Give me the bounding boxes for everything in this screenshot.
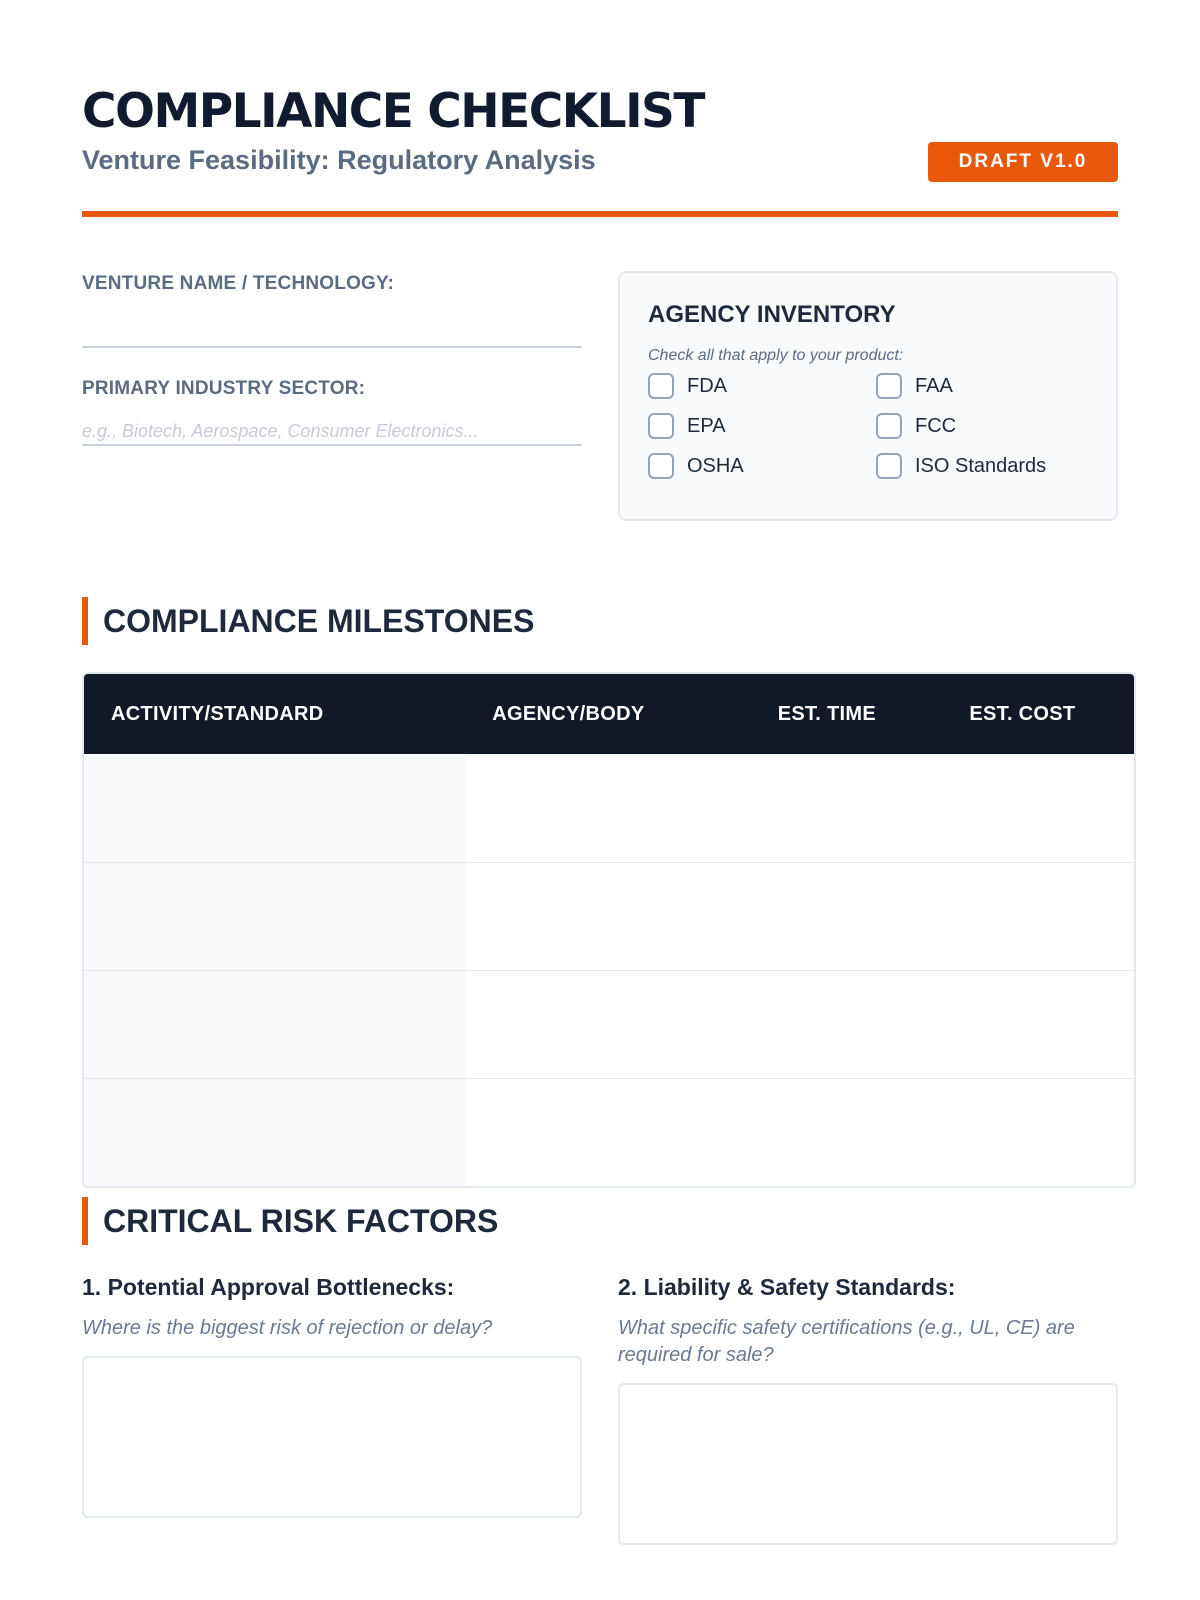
agency-inventory-panel xyxy=(618,271,1118,521)
agency-option-label: FCC xyxy=(915,414,957,437)
column-header-cost: EST. COST xyxy=(969,702,1076,725)
checkbox[interactable] xyxy=(648,373,674,399)
table-row xyxy=(84,862,1134,970)
agency-option-fcc[interactable] xyxy=(876,413,1104,439)
document-subtitle: Venture Feasibility: Regulatory Analysis xyxy=(82,145,596,175)
agency-checkbox-grid xyxy=(648,373,1088,479)
venture-name-label: VENTURE NAME / TECHNOLOGY: xyxy=(82,273,395,294)
critical-risk-section xyxy=(82,1197,1118,1545)
table-header xyxy=(84,674,1134,754)
risk-question-label: 1. Potential Approval Bottlenecks: xyxy=(82,1274,455,1300)
checkbox[interactable] xyxy=(876,413,902,439)
agency-option-label: FAA xyxy=(915,374,953,397)
agency-option-fda[interactable] xyxy=(648,373,876,399)
section-heading xyxy=(82,597,1118,645)
industry-sector-label: PRIMARY INDUSTRY SECTOR: xyxy=(82,378,366,399)
venture-fields xyxy=(82,273,582,476)
section-accent-bar xyxy=(82,1197,88,1245)
risk-question-hint: Where is the biggest risk of rejection or delay? xyxy=(82,1317,493,1339)
agency-option-label: OSHA xyxy=(687,454,744,477)
agency-option-faa[interactable] xyxy=(876,373,1104,399)
risk-question-label: 2. Liability & Safety Standards: xyxy=(618,1274,956,1300)
table-row xyxy=(84,1078,1134,1186)
table-row xyxy=(84,970,1134,1078)
milestones-title: COMPLIANCE MILESTONES xyxy=(103,603,535,639)
agency-option-epa[interactable] xyxy=(648,413,876,439)
activity-cell[interactable] xyxy=(84,971,466,1078)
checkbox[interactable] xyxy=(876,453,902,479)
table-body xyxy=(84,754,1134,1186)
risk-question-1 xyxy=(82,1273,582,1545)
section-heading xyxy=(82,1197,1118,1245)
column-header-time: EST. TIME xyxy=(777,702,876,725)
checkbox[interactable] xyxy=(648,413,674,439)
draft-badge: DRAFT V1.0 xyxy=(928,142,1118,182)
risk-questions xyxy=(82,1273,1118,1545)
agency-option-label: FDA xyxy=(687,374,727,397)
risk-question-2 xyxy=(618,1273,1118,1545)
bottlenecks-answer-box[interactable] xyxy=(82,1356,582,1518)
agency-option-iso[interactable] xyxy=(876,453,1104,479)
agency-option-label: ISO Standards xyxy=(915,454,1047,477)
venture-name-field[interactable] xyxy=(82,295,582,348)
activity-cell[interactable] xyxy=(84,863,466,970)
table-row xyxy=(84,754,1134,862)
risk-title: CRITICAL RISK FACTORS xyxy=(103,1203,499,1239)
compliance-milestones-section xyxy=(82,557,1118,1197)
details-cell[interactable] xyxy=(466,971,1134,1078)
document-header xyxy=(82,0,1118,217)
info-section xyxy=(82,217,1118,557)
section-accent-bar xyxy=(82,597,88,645)
industry-sector-field[interactable] xyxy=(82,400,582,446)
agency-inventory-hint: Check all that apply to your product: xyxy=(648,347,904,364)
milestones-table xyxy=(82,672,1136,1188)
risk-question-hint: What specific safety certifications (e.g., UL, CE) are required for sale? xyxy=(618,1317,1075,1366)
column-header-agency: AGENCY/BODY xyxy=(492,702,645,725)
details-cell[interactable] xyxy=(466,863,1134,970)
activity-cell[interactable] xyxy=(84,1079,466,1186)
activity-cell[interactable] xyxy=(84,754,466,862)
document-title: COMPLIANCE CHECKLIST xyxy=(82,84,704,139)
checkbox[interactable] xyxy=(876,373,902,399)
industry-sector-placeholder: e.g., Biotech, Aerospace, Consumer Electronics... xyxy=(82,421,479,441)
agency-inventory-title: AGENCY INVENTORY xyxy=(648,301,896,328)
details-cell[interactable] xyxy=(466,1079,1134,1186)
checkbox[interactable] xyxy=(648,453,674,479)
agency-option-osha[interactable] xyxy=(648,453,876,479)
details-cell[interactable] xyxy=(466,754,1134,862)
safety-answer-box[interactable] xyxy=(618,1383,1118,1545)
column-header-activity: ACTIVITY/STANDARD xyxy=(111,702,324,725)
agency-option-label: EPA xyxy=(687,414,726,437)
